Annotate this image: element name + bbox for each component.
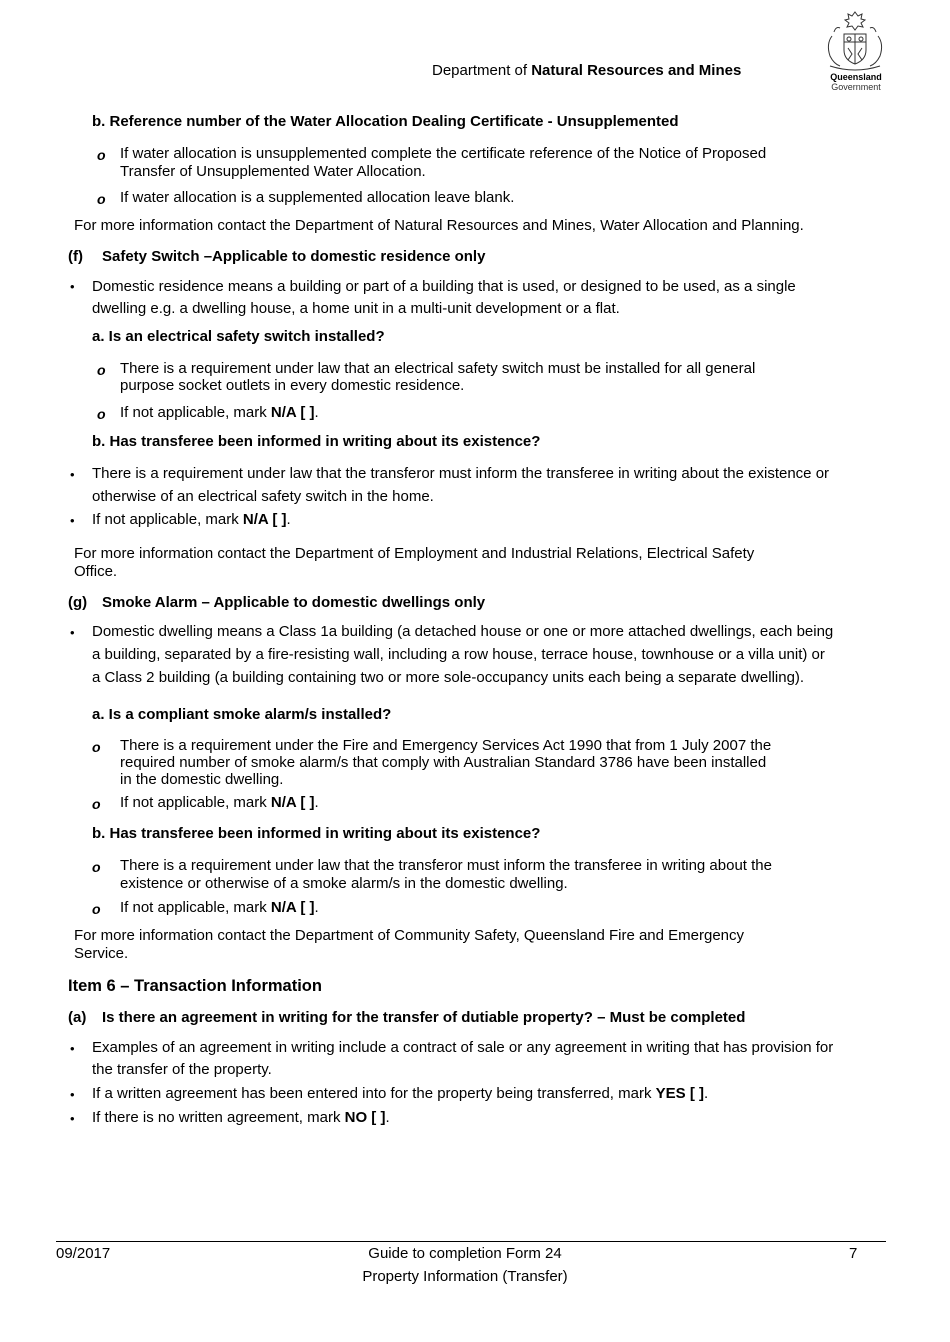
g-b-heading: b. Has transferee been informed in writing about its existence?	[92, 825, 541, 842]
f-b-heading: b. Has transferee been informed in writing about its existence?	[92, 433, 541, 450]
yes-prefix: If a written agreement has been entered into for the property being transferred, mark	[92, 1085, 656, 1102]
g-contact-line1: For more information contact the Department of Community Safety, Queensland Fire and Emergency	[74, 927, 745, 944]
water-contact: For more information contact the Department of Natural Resources and Mines, Water Allocation and Planning.	[74, 217, 804, 234]
g-b-o1-line1: There is a requirement under law that the transferor must inform the transferee in writing about the	[120, 857, 772, 874]
na-prefix: If not applicable, mark	[120, 899, 271, 916]
g-a-heading: a. Is a compliant smoke alarm/s installed?	[92, 706, 392, 723]
item6-bullet3	[92, 1109, 390, 1127]
bullet-icon: •	[70, 279, 75, 294]
na-prefix: If not applicable, mark	[120, 404, 271, 421]
yes-mark: YES [ ]	[655, 1085, 704, 1102]
circle-bullet-icon: o	[97, 362, 106, 378]
logo-text-government: Government	[831, 82, 881, 92]
footer-title-line2: Property Information (Transfer)	[362, 1268, 568, 1285]
g-b-o2	[120, 899, 319, 917]
water-o1-line1: If water allocation is unsupplemented complete the certificate reference of the Notice of Proposed	[120, 145, 767, 162]
no-suffix: .	[385, 1109, 390, 1126]
g-contact-line2: Service.	[74, 945, 129, 962]
no-prefix: If there is no written agreement, mark	[92, 1109, 345, 1126]
na-prefix: If not applicable, mark	[120, 794, 271, 811]
footer-divider	[56, 1241, 886, 1242]
f-a-o1-line1: There is a requirement under law that an electrical safety switch must be installed for all general	[120, 360, 756, 377]
no-mark: NO [ ]	[344, 1109, 386, 1126]
g-a-o1-line1: There is a requirement under the Fire and Emergency Services Act 1990 that from 1 July 2007 the	[120, 737, 772, 754]
water-allocation-heading: b. Reference number of the Water Allocation Dealing Certificate - Unsupplemented	[92, 113, 679, 130]
section-g-label: (g)	[68, 594, 88, 611]
logo-text-queensland: Queensland	[830, 72, 882, 82]
na-suffix: .	[314, 794, 319, 811]
na-suffix: .	[286, 511, 291, 528]
bullet-icon: •	[70, 625, 75, 640]
bullet-icon: •	[70, 1041, 75, 1056]
yes-suffix: .	[704, 1085, 709, 1102]
bullet-icon: •	[70, 513, 75, 528]
f-a-heading: a. Is an electrical safety switch installed?	[92, 328, 385, 345]
footer-title-line1: Guide to completion Form 24	[368, 1245, 562, 1262]
f-b-bullet1-line1: There is a requirement under law that the transferor must inform the transferee in writing about the existence or	[92, 465, 830, 482]
item6-bullet1-line2: the transfer of the property.	[92, 1061, 272, 1078]
g-a-o1-line3: in the domestic dwelling.	[120, 771, 284, 788]
footer-date: 09/2017	[56, 1245, 111, 1262]
department-prefix: Department of	[432, 62, 532, 79]
circle-bullet-icon: o	[92, 859, 101, 875]
circle-bullet-icon: o	[97, 191, 106, 207]
department-header	[432, 62, 741, 80]
f-b-bullet2	[92, 511, 291, 529]
item6-bullet2	[92, 1085, 708, 1103]
na-mark: N/A [ ]	[270, 899, 315, 916]
f-contact-line1: For more information contact the Department of Employment and Industrial Relations, Electrical Safety	[74, 545, 755, 562]
page-number: 7	[849, 1245, 858, 1262]
g-a-o2	[120, 794, 319, 812]
f-a-o1-line2: purpose socket outlets in every domestic residence.	[120, 377, 465, 394]
f-contact-line2: Office.	[74, 563, 118, 580]
circle-bullet-icon: o	[97, 147, 106, 163]
bullet-icon: •	[70, 467, 75, 482]
bullet-icon: •	[70, 1087, 75, 1102]
g-b-o1-line2: existence or otherwise of a smoke alarm/s in the domestic dwelling.	[120, 875, 568, 892]
item6-bullet1-line1: Examples of an agreement in writing include a contract of sale or any agreement in writing that has provision for	[92, 1039, 834, 1056]
g-bullet-line3: a Class 2 building (a building containing two or more sole-occupancy units each being a separate dwelling).	[92, 669, 805, 686]
water-o1-line2: Transfer of Unsupplemented Water Allocation.	[120, 163, 426, 180]
section-f-title: Safety Switch –Applicable to domestic residence only	[102, 248, 486, 265]
item6-a-label: (a)	[68, 1009, 87, 1026]
department-name: Natural Resources and Mines	[531, 62, 742, 79]
item6-a-title: Is there an agreement in writing for the transfer of dutiable property? – Must be completed	[102, 1009, 746, 1026]
water-o2: If water allocation is a supplemented allocation leave blank.	[120, 189, 515, 206]
circle-bullet-icon: o	[92, 739, 101, 755]
item6-heading: Item 6 – Transaction Information	[68, 977, 322, 995]
na-suffix: .	[314, 404, 319, 421]
g-bullet-line1: Domestic dwelling means a Class 1a building (a detached house or one or more attached dwellings, each being	[92, 623, 834, 640]
f-bullet-line1: Domestic residence means a building or part of a building that is used, or designed to be used, as a single	[92, 278, 796, 295]
queensland-government-logo	[822, 8, 888, 96]
circle-bullet-icon: o	[92, 796, 101, 812]
na-mark: N/A [ ]	[270, 794, 315, 811]
f-a-o2	[120, 404, 319, 422]
circle-bullet-icon: o	[92, 901, 101, 917]
na-mark: N/A [ ]	[270, 404, 315, 421]
bullet-icon: •	[70, 1111, 75, 1126]
g-a-o1-line2: required number of smoke alarm/s that comply with Australian Standard 3786 have been installed	[120, 754, 767, 771]
na-mark: N/A [ ]	[242, 511, 287, 528]
na-suffix: .	[314, 899, 319, 916]
section-g-title: Smoke Alarm – Applicable to domestic dwellings only	[102, 594, 486, 611]
g-bullet-line2: a building, separated by a fire-resisting wall, including a row house, terrace house, townhouse or a villa unit) or	[92, 646, 825, 663]
na-prefix: If not applicable, mark	[92, 511, 243, 528]
f-bullet-line2: dwelling e.g. a dwelling house, a home unit in a multi-unit development or a flat.	[92, 300, 620, 317]
section-f-label: (f)	[68, 248, 83, 265]
circle-bullet-icon: o	[97, 406, 106, 422]
f-b-bullet1-line2: otherwise of an electrical safety switch in the home.	[92, 488, 434, 505]
